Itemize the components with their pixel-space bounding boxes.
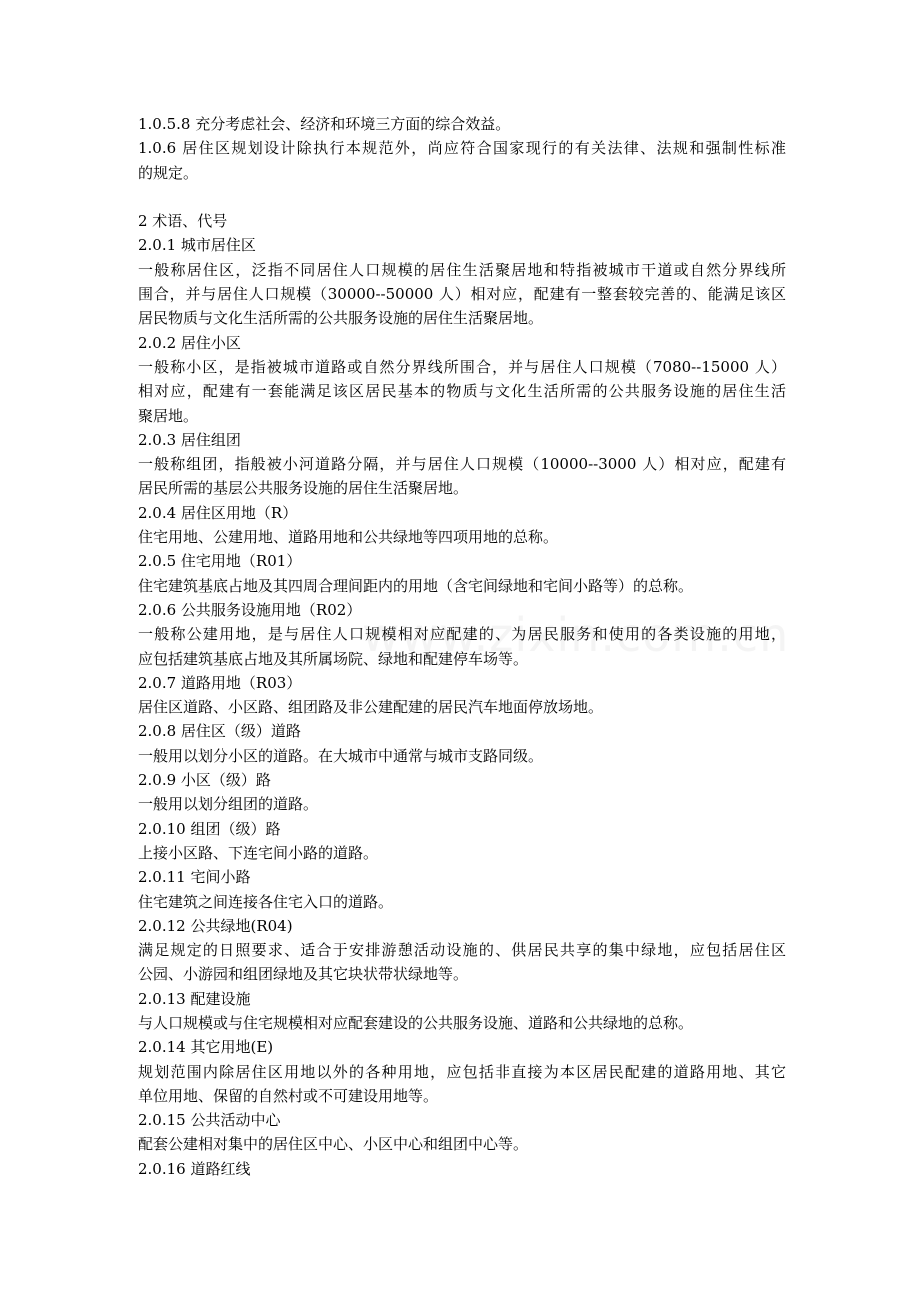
text-line: 2.0.13 配建设施 bbox=[138, 989, 251, 1008]
text-line: 围合，并与居住人口规模（30000--50000 人）相对应，配建有一整套较完善的、能满足该区 bbox=[138, 285, 786, 304]
text-line: 配套公建相对集中的居住区中心、小区中心和组团中心等。 bbox=[138, 1135, 529, 1154]
text-line: 2.0.8 居住区（级）道路 bbox=[138, 722, 301, 741]
text-line: 应包括建筑基底占地及其所属场院、绿地和配建停车场等。 bbox=[138, 649, 529, 668]
text-line: 2.0.10 组团（级）路 bbox=[138, 819, 281, 838]
text-line: 2.0.4 居住区用地（R） bbox=[138, 503, 298, 522]
text-line: 2.0.1 城市居住区 bbox=[138, 236, 256, 255]
text-line: 2.0.2 居住小区 bbox=[138, 333, 241, 352]
text-line: 一般用以划分组团的道路。 bbox=[138, 795, 319, 814]
text-line: 2.0.6 公共服务设施用地（R02） bbox=[138, 600, 362, 619]
text-line: 一般用以划分小区的道路。在大城市中通常与城市支路同级。 bbox=[138, 746, 544, 765]
text-line: 相对应，配建有一套能满足该区居民基本的物质与文化生活所需的公共服务设施的居住生活 bbox=[138, 382, 786, 401]
text-line: 2.0.11 宅间小路 bbox=[138, 868, 251, 887]
text-line: 上接小区路、下连宅间小路的道路。 bbox=[138, 843, 379, 862]
text-line: 满足规定的日照要求、适合于安排游憩活动设施的、供居民共享的集中绿地，应包括居住区 bbox=[138, 941, 786, 960]
text-line: 2.0.16 道路红线 bbox=[138, 1159, 251, 1178]
text-line: 1.0.5.8 充分考虑社会、经济和环境三方面的综合效益。 bbox=[138, 115, 511, 133]
text-line: 居民所需的基层公共服务设施的居住生活聚居地。 bbox=[138, 479, 469, 498]
text-line: 住宅建筑之间连接各住宅入口的道路。 bbox=[138, 892, 394, 911]
text-line: 2.0.7 道路用地（R03） bbox=[138, 673, 302, 692]
blank-line bbox=[138, 185, 786, 209]
text-line: 住宅建筑基底占地及其四周合理间距内的用地（含宅间绿地和宅间小路等）的总称。 bbox=[138, 576, 694, 595]
text-line: 居民物质与文化生活所需的公共服务设施的居住生活聚居地。 bbox=[138, 309, 544, 328]
text-line: 与人口规模或与住宅规模相对应配套建设的公共服务设施、道路和公共绿地的总称。 bbox=[138, 1013, 694, 1032]
text-line: 2.0.9 小区（级）路 bbox=[138, 771, 271, 790]
text-line: 单位用地、保留的自然村或不可建设用地等。 bbox=[138, 1086, 439, 1105]
text-line: 一般称居住区，泛指不同居住人口规模的居住生活聚居地和特指被城市干道或自然分界线所 bbox=[138, 260, 786, 279]
text-line: 聚居地。 bbox=[138, 406, 199, 425]
text-line: 2.0.14 其它用地(E) bbox=[138, 1038, 274, 1057]
document-page bbox=[138, 112, 786, 1181]
text-line: 一般称组团，指般被小河道路分隔，并与居住人口规模（10000--3000 人）相对应，配建有 bbox=[138, 455, 786, 474]
text-line: 2.0.5 住宅用地（R01） bbox=[138, 552, 302, 571]
text-line: 居住区道路、小区路、组团路及非公建配建的居民汽车地面停放场地。 bbox=[138, 698, 604, 717]
text-line: 2.0.12 公共绿地(R04) bbox=[138, 916, 293, 935]
text-line: 2 术语、代号 bbox=[138, 212, 228, 231]
text-line: 1.0.6 居住区规划设计除执行本规范外，尚应符合国家现行的有关法律、法规和强制性标准 bbox=[138, 139, 786, 158]
text-line: 一般称小区，是指被城市道路或自然分界线所围合，并与居住人口规模（7080--15000 人） bbox=[138, 357, 786, 376]
text-line: 的规定。 bbox=[138, 163, 199, 182]
text-line: 2.0.3 居住组团 bbox=[138, 430, 241, 449]
text-line: 住宅用地、公建用地、道路用地和公共绿地等四项用地的总称。 bbox=[138, 528, 559, 547]
text-line: 公园、小游园和组团绿地及其它块状带状绿地等。 bbox=[138, 965, 469, 984]
text-line: 规划范围内除居住区用地以外的各种用地，应包括非直接为本区居民配建的道路用地、其它 bbox=[138, 1062, 786, 1081]
text-line: 2.0.15 公共活动中心 bbox=[138, 1111, 281, 1130]
text-line: 一般称公建用地，是与居住人口规模相对应配建的、为居民服务和使用的各类设施的用地， bbox=[138, 625, 786, 644]
